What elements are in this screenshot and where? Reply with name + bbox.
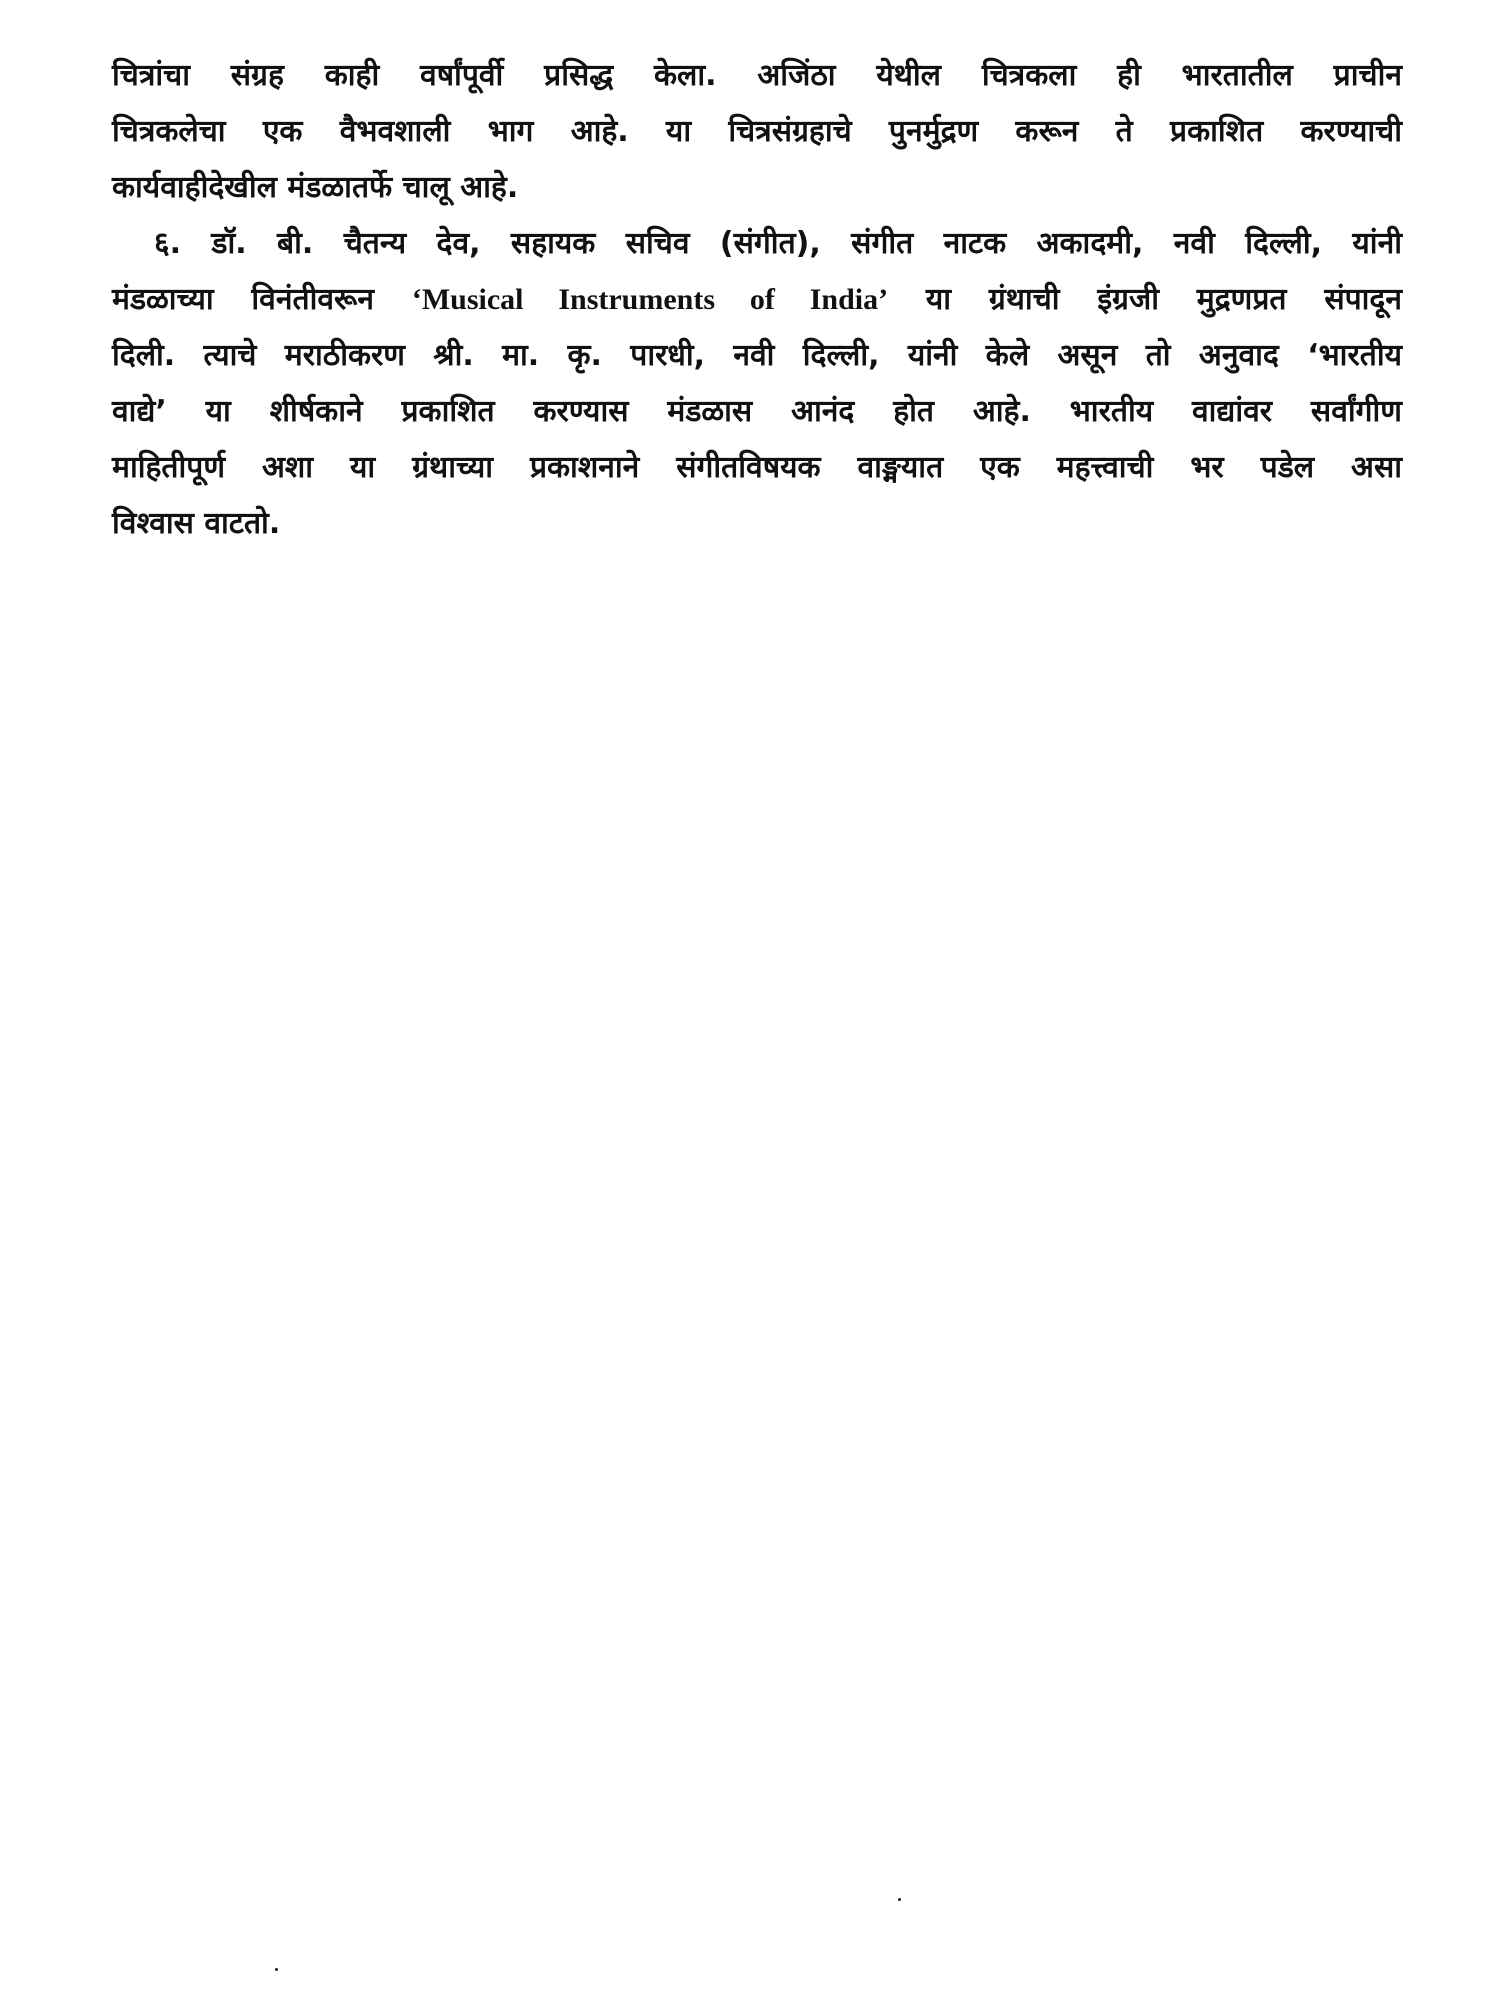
- text-line: विश्वास वाटतो.: [112, 506, 281, 541]
- text-line: कार्यवाहीदेखील मंडळातर्फे चालू आहे.: [112, 170, 519, 205]
- text-line: दिली. त्याचे मराठीकरण श्री. मा. कृ. पारधी, नवी दिल्ली, यांनी केले असून तो अनुवाद ‘भारतीय: [112, 338, 1402, 373]
- body-text: [112, 48, 1402, 552]
- scan-speck: [275, 1968, 278, 1971]
- paragraph-1: [112, 48, 1402, 216]
- text-line: चित्रकलेचा एक वैभवशाली भाग आहे. या चित्रसंग्रहाचे पुनर्मुद्रण करून ते प्रकाशित करण्याची: [112, 114, 1402, 149]
- text-line: चित्रांचा संग्रह काही वर्षांपूर्वी प्रसिद्ध केला. अजिंठा येथील चित्रकला ही भारतातील प्राचीन: [112, 58, 1402, 93]
- scan-speck: [898, 1898, 901, 1901]
- english-book-title: ‘Musical Instruments of India’: [411, 283, 889, 316]
- text-line: माहितीपूर्ण अशा या ग्रंथाच्या प्रकाशनाने संगीतविषयक वाङ्मयात एक महत्त्वाची भर पडेल असा: [112, 450, 1402, 485]
- text-fragment: मंडळाच्या विनंतीवरून: [112, 282, 412, 317]
- text-line: वाद्ये’ या शीर्षकाने प्रकाशित करण्यास मंडळास आनंद होत आहे. भारतीय वाद्यांवर सर्वांगीण: [112, 394, 1402, 429]
- text-line-with-english-title: [112, 272, 1402, 328]
- paragraph-2: [112, 216, 1402, 552]
- text-line: ६. डॉ. बी. चैतन्य देव, सहायक सचिव (संगीत), संगीत नाटक अकादमी, नवी दिल्ली, यांनी: [154, 226, 1402, 261]
- text-fragment: या ग्रंथाची इंग्रजी मुद्रणप्रत संपादून: [888, 282, 1402, 317]
